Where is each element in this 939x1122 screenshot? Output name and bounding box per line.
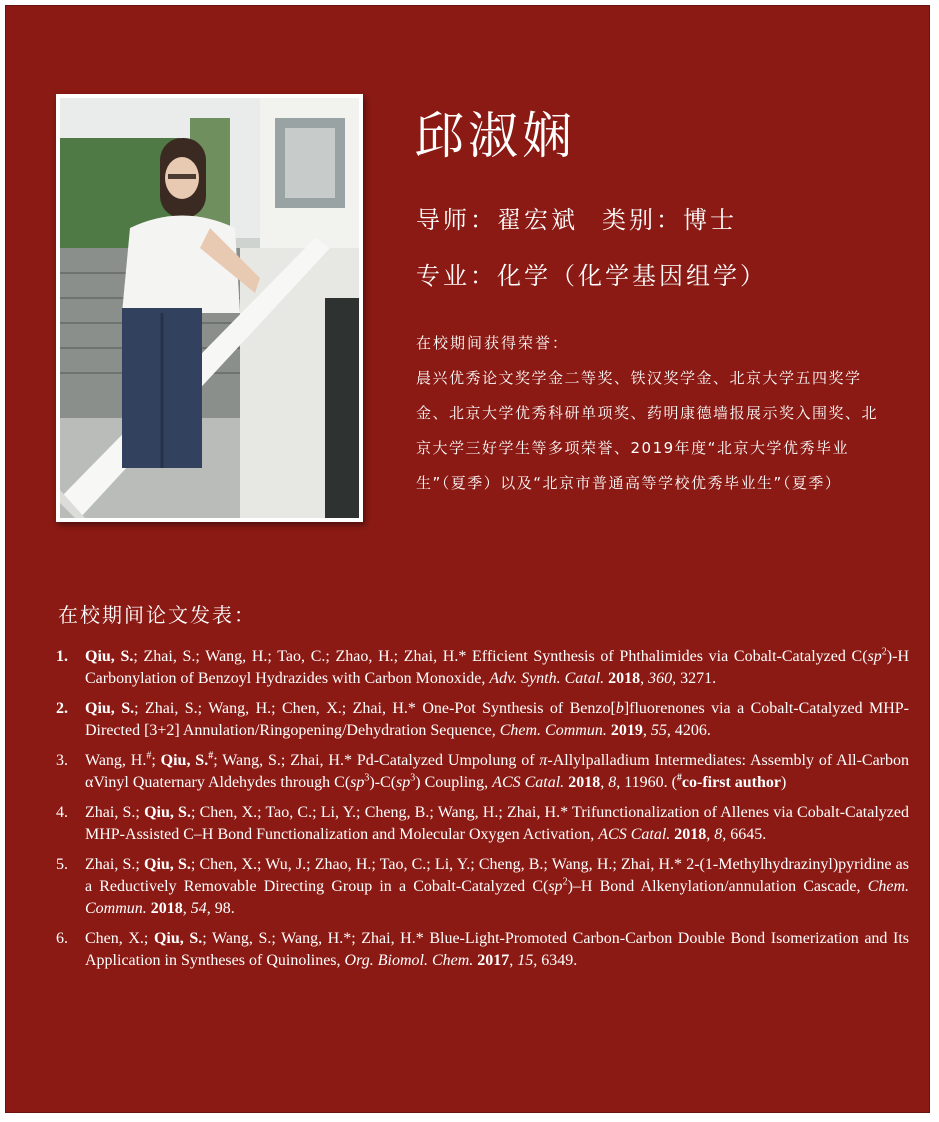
pub-volume: 54 — [190, 900, 207, 917]
pub-volume: 8 — [714, 826, 723, 843]
publication-number: 1. — [56, 648, 68, 665]
advisor-category-line — [416, 204, 737, 236]
student-photo — [56, 94, 363, 522]
publication-number: 4. — [56, 804, 68, 821]
publication-item: 4. Zhai, S.; Qiu, S.; Chen, X.; Tao, C.; Li, Y.; Cheng, B.; Wang, H.; Zhai, H.* Trifunctionalization of Allenes via Cobalt-Catalyzed MHP-Assisted C–H Bond Functionalization and Molecular Oxygen Activation, ACS Catal. 2018, 8, 6645. — [56, 804, 909, 843]
honors-text: 晨兴优秀论文奖学金二等奖、铁汉奖学金、北京大学五四奖学金、北京大学优秀科研单项奖、药明康德墙报展示奖入围奖、北京大学三好学生等多项荣誉、2019年度“北京大学优秀毕业生”（夏季）以及“北京市普通高等学校优秀毕业生”（夏季） — [416, 369, 879, 492]
pub-volume: 15 — [517, 952, 534, 969]
major-label: 专业：化学（化学基因组学） — [416, 262, 767, 290]
honors-heading: 在校期间获得荣誉： — [416, 334, 570, 352]
category-label: 类别：博士 — [602, 206, 737, 234]
publication-list — [56, 646, 909, 980]
profile-panel — [5, 5, 930, 1113]
self-author: Qiu, S.# — [160, 750, 214, 769]
student-name: 邱淑娴 — [414, 107, 576, 165]
self-author: Qiu, S. — [153, 930, 203, 947]
self-author: Qiu, S. — [85, 648, 134, 665]
pub-year: 2018 — [568, 774, 601, 791]
photo-illustration — [60, 98, 359, 518]
journal-name: ACS Catal. — [598, 826, 671, 843]
self-author: Qiu, S. — [144, 804, 191, 821]
publication-number: 2. — [56, 700, 68, 717]
publication-item: 5. Zhai, S.; Qiu, S.; Chen, X.; Wu, J.; Zhao, H.; Tao, C.; Li, Y.; Cheng, B.; Wang, H.; Zhai, H.* 2-(1-Methylhydrazinyl)pyridine as a Reductively Removable Directing Group in a Cobalt-Catalyzed $C(sp^2)-H$ Bond Alkenylation/annulation Cascade, Chem. Commun. 2018, 54, 98. — [56, 856, 910, 917]
pub-volume: 360 — [648, 670, 673, 687]
publications-heading: 在校期间论文发表： — [58, 603, 256, 627]
journal-name: Adv. Synth. Catal. — [489, 670, 605, 687]
pub-year: 2017 — [477, 952, 510, 969]
publication-number: 5. — [56, 856, 68, 873]
pub-year: 2018 — [608, 670, 641, 687]
pub-year: 2018 — [674, 826, 707, 843]
journal-name: ACS Catal. — [492, 774, 565, 791]
journal-name: Chem. Commun. — [499, 722, 607, 739]
journal-name: Chem. Commun. — [85, 878, 910, 917]
publication-item: 2. Qiu, S.; Zhai, S.; Wang, H.; Chen, X.; Zhai, H.* One-Pot Synthesis of Benzo[b]fluorenones via a Cobalt-Catalyzed MHP-Directed [3+2] Annulation/Ringopening/Dehydration Sequence, Chem. Commun. 2019, 55, 4206. — [56, 700, 910, 739]
publication-item: 6. Chen, X.; Qiu, S.; Wang, S.; Wang, H.*; Zhai, H.* Blue-Light-Promoted Carbon-Carbon Double Bond Isomerization and Its Application in Syntheses of Quinolines, Org. Biomol. Chem. 2017, 15, 6349. — [56, 930, 910, 969]
pub-volume: 8 — [608, 774, 617, 791]
publication-item: 3. Wang, H.#; Qiu, S.#; Wang, S.; Zhai, H.* Pd-Catalyzed Umpolung of π-Allylpalladium Intermediates: Assembly of All-Carbon αVinyl Quaternary Aldehydes through $C(sp^3)-C(sp^3)$ Coupling, ACS Catal. 2018, 8, 11960. (#co-first author) — [56, 750, 910, 791]
self-author: Qiu, S. — [144, 856, 191, 873]
publication-number: 6. — [56, 930, 68, 947]
journal-name: Org. Biomol. Chem. — [344, 952, 474, 969]
pub-year: 2019 — [610, 722, 643, 739]
publication-number: 3. — [56, 752, 68, 769]
advisor-label: 导师：翟宏斌 — [416, 206, 578, 234]
pub-volume: 55 — [650, 722, 667, 739]
publication-item: 1. Qiu, S.; Zhai, S.; Wang, H.; Tao, C.; Zhao, H.; Zhai, H.* Efficient Synthesis of Phthalimides via Cobalt-Catalyzed $C(sp^2)-H$ Carbonylation of Benzoyl Hydrazides with Carbon Monoxide, Adv. Synth. Catal. 2018, 360, 3271. — [56, 646, 909, 687]
pub-year: 2018 — [150, 900, 183, 917]
cofirst-note: #co-first author — [676, 772, 782, 791]
self-author: Qiu, S. — [85, 700, 135, 717]
